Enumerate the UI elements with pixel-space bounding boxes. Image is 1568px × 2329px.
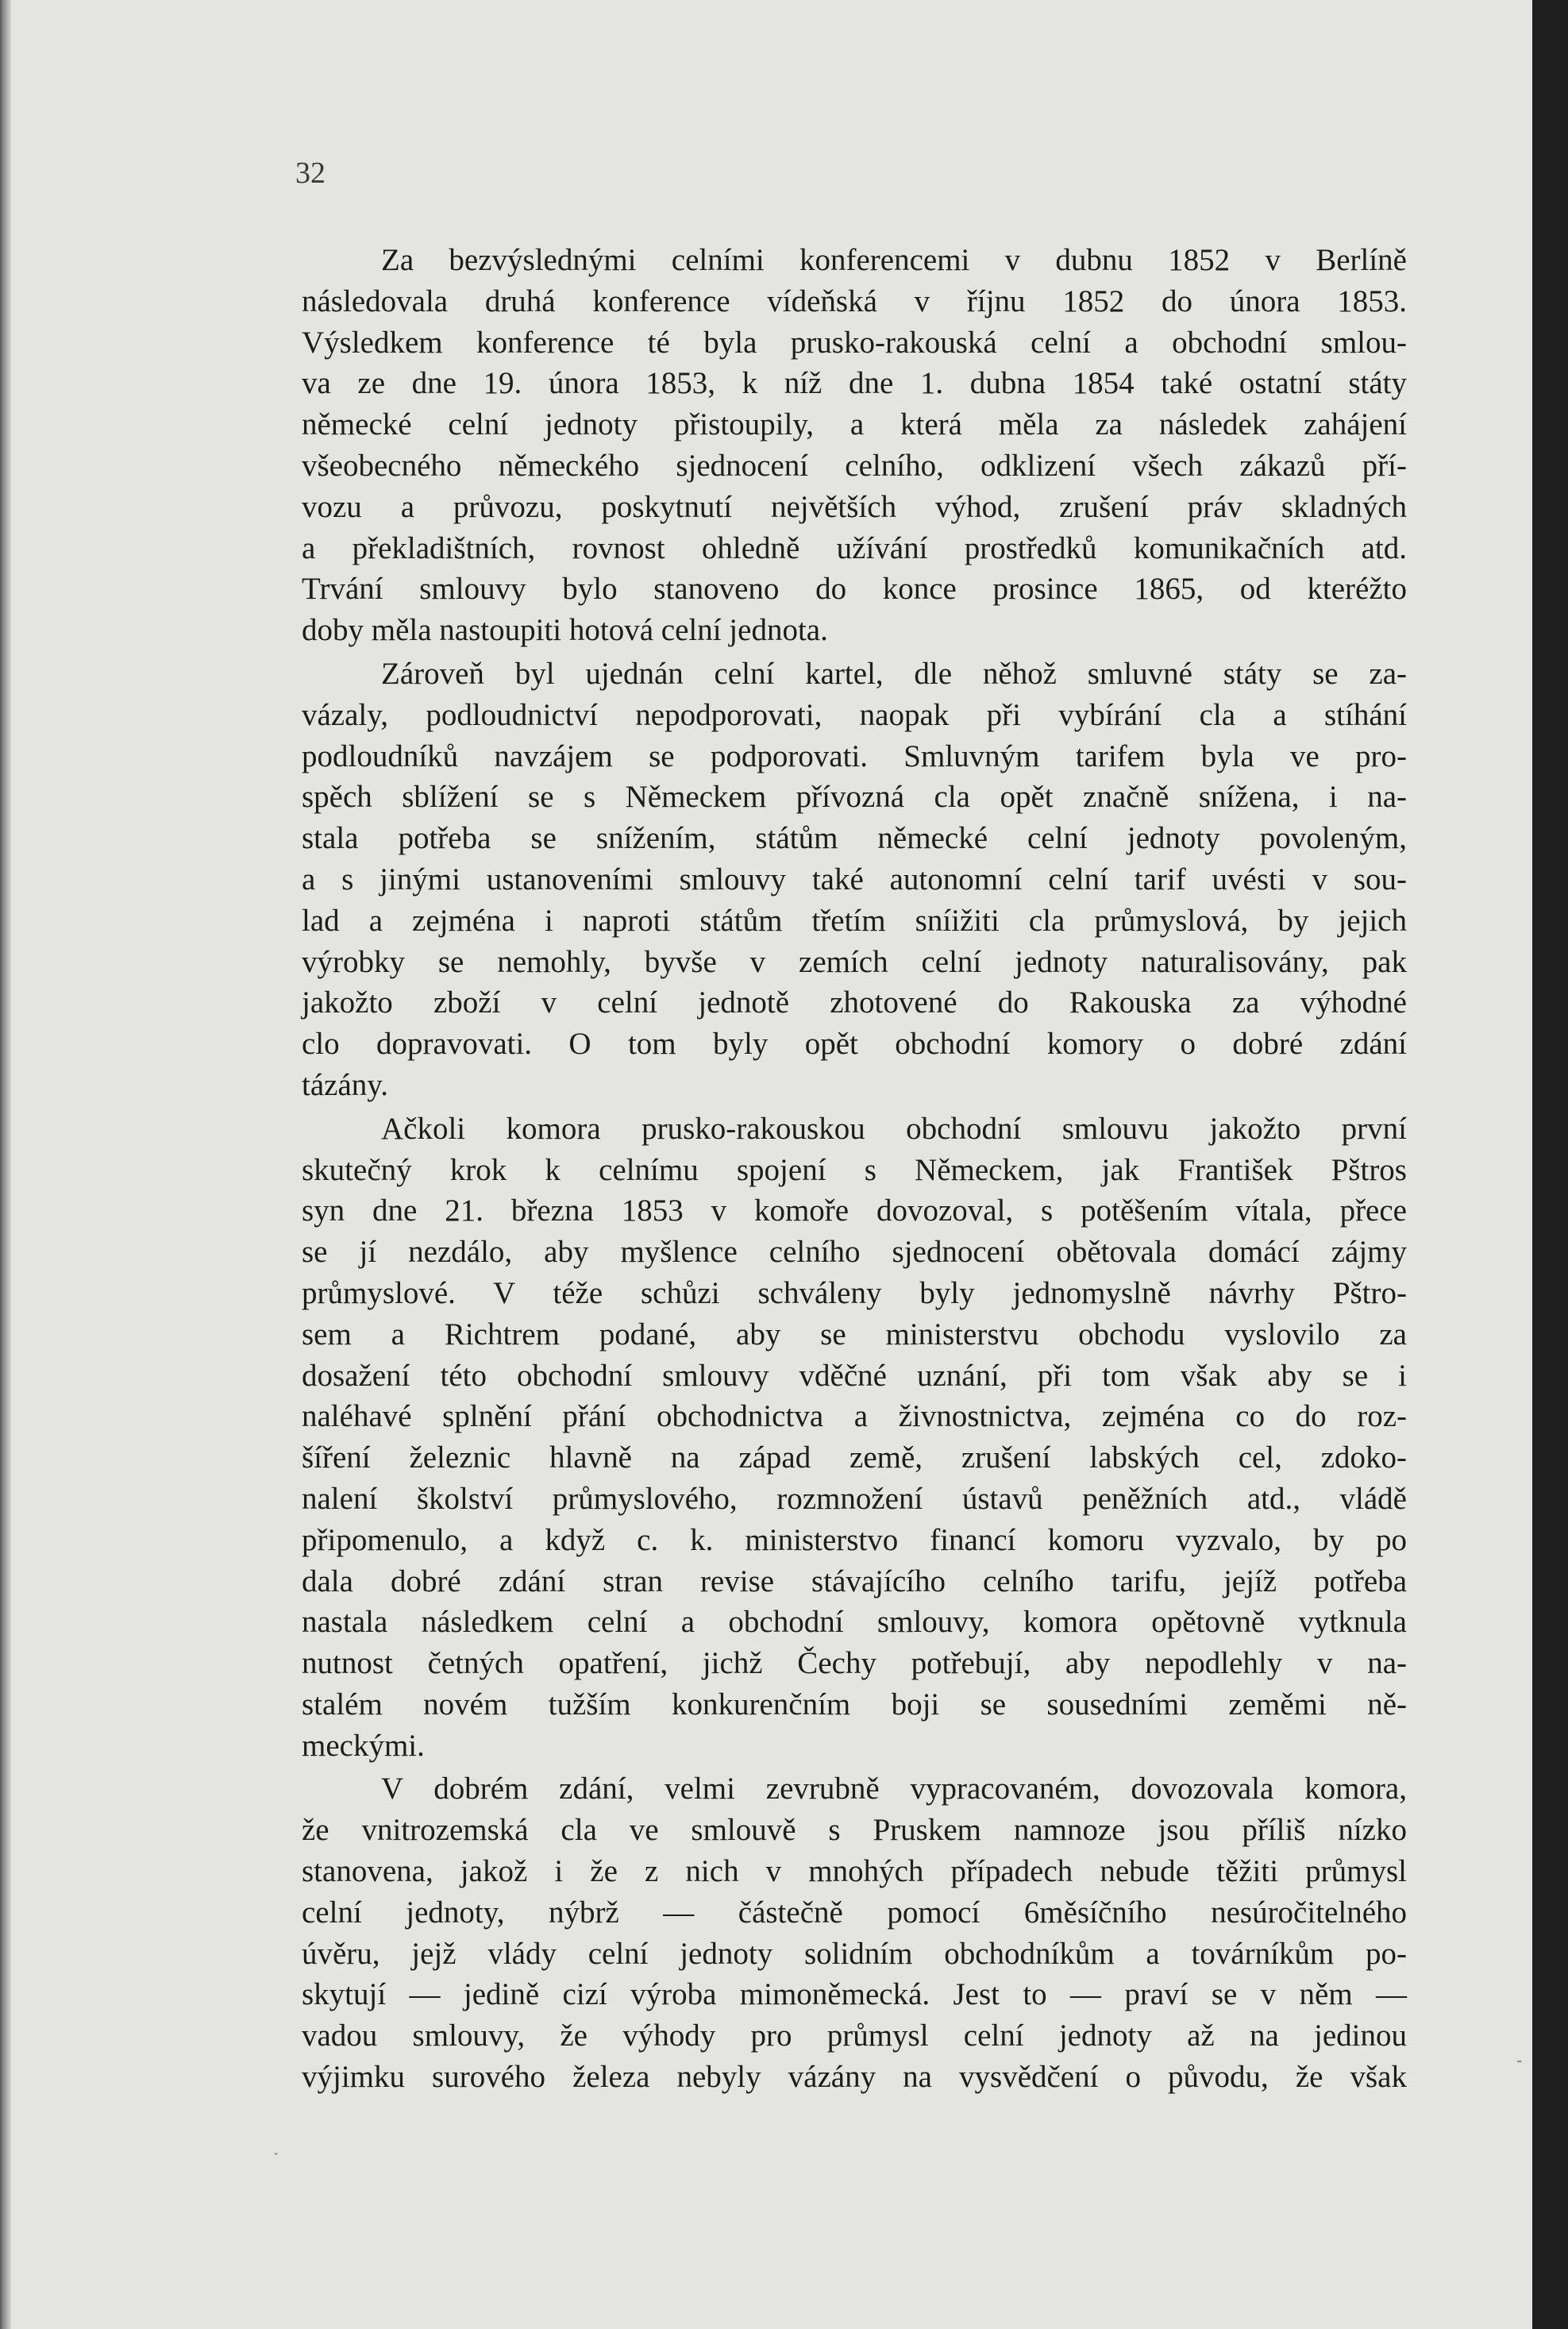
- text-line: že vnitrozemská cla ve smlouvě s Pruskem namnoze jsou příliš nízko: [302, 1813, 1407, 1848]
- text-line: va ze dne 19. února 1853, k níž dne 1. dubna 1854 také ostatní státy: [302, 366, 1407, 401]
- text-line: úvěru, jejž vlády celní jednoty solidním obchodníkům a továrníkům po-: [302, 1936, 1407, 1971]
- text-line: Zároveň byl ujednán celní kartel, dle něhož smluvné státy se za-: [381, 656, 1407, 691]
- paragraph-3: [302, 1109, 1407, 1767]
- scan-speck: -: [1516, 2050, 1523, 2070]
- text-line: stanovena, jakož i že z nich v mnohých případech nebude těžiti průmysl: [302, 1854, 1407, 1889]
- paragraph-4: [302, 1768, 1407, 2097]
- paragraph-1: [302, 240, 1407, 651]
- text-line: podloudníků navzájem se podporovati. Smluvným tarifem byla ve pro-: [302, 738, 1407, 773]
- text-line: výrobky se nemohly, byvše v zemích celní jednoty naturalisovány, pak: [302, 944, 1407, 979]
- text-line: stalém novém tužším konkurenčním boji se sousedními zeměmi ně-: [302, 1687, 1407, 1722]
- text-line: clo dopravovati. O tom byly opět obchodní komory o dobré zdání: [302, 1027, 1407, 1062]
- text-line: Trvání smlouvy bylo stanoveno do konce prosince 1865, od kteréžto: [302, 572, 1407, 607]
- text-line: lad a zejména i naproti státům třetím sníižiti cla průmyslová, by jejich: [302, 903, 1407, 938]
- text-line: vadou smlouvy, že výhody pro průmysl celní jednoty až na jedinou: [302, 2019, 1407, 2053]
- text-line: Ačkoli komora prusko-rakouskou obchodní smlouvu jakožto první: [381, 1111, 1407, 1146]
- body-text: [302, 240, 1407, 2098]
- text-line: dala dobré zdání stran revise stávajícího celního tarifu, jejíž potřeba: [302, 1564, 1407, 1598]
- text-line: celní jednoty, nýbrž — částečně pomocí 6měsíčního nesúročitelného: [302, 1895, 1407, 1930]
- text-line: meckými.: [302, 1728, 425, 1763]
- text-line: a překladištních, rovnost ohledně užívání prostředků komunikačních atd.: [302, 530, 1407, 565]
- scan-speck: ˯: [273, 2136, 279, 2156]
- text-line: průmyslové. V téže schůzi schváleny byly jednomyslně návrhy Pštro-: [302, 1275, 1407, 1310]
- text-line: nutnost četných opatření, jichž Čechy potřebují, aby nepodlehly v na-: [302, 1646, 1407, 1681]
- text-line: německé celní jednoty přistoupily, a která měla za následek zahájení: [302, 407, 1407, 442]
- text-line: Za bezvýslednými celními konferencemi v dubnu 1852 v Berlíně: [381, 243, 1407, 277]
- text-line: všeobecného německého sjednocení celního, odklizení všech zákazů pří-: [302, 448, 1407, 483]
- text-line: vázaly, podloudnictví nepodporovati, naopak při vybírání cla a stíhání: [302, 697, 1407, 732]
- text-line: spěch sblížení se s Německem přívozná cla opět značně snížena, i na-: [302, 780, 1407, 815]
- text-line: a s jinými ustanoveními smlouvy také autonomní celní tarif uvésti v sou-: [302, 862, 1407, 897]
- scan-border: [1532, 0, 1568, 2329]
- scan-edge: [0, 0, 11, 2329]
- text-line: šíření železnic hlavně na západ země, zrušení labských cel, zdoko-: [302, 1440, 1407, 1475]
- text-line: Výsledkem konference té byla prusko-rakouská celní a obchodní smlou-: [302, 325, 1407, 360]
- text-line: V dobrém zdání, velmi zevrubně vypracovaném, dovozovala komora,: [381, 1772, 1407, 1807]
- text-line: stala potřeba se snížením, státům německé celní jednoty povoleným,: [302, 821, 1407, 856]
- text-line: nastala následkem celní a obchodní smlouvy, komora opětovně vytknula: [302, 1605, 1407, 1640]
- text-line: výjimku surového železa nebyly vázány na vysvědčení o původu, že však: [302, 2060, 1407, 2095]
- text-line: skytují — jedině cizí výroba mimoněmecká. Jest to — praví se v něm —: [302, 1977, 1407, 2012]
- text-line: dosažení této obchodní smlouvy vděčné uznání, při tom však aby se i: [302, 1358, 1407, 1393]
- text-line: doby měla nastoupiti hotová celní jednota.: [302, 613, 828, 648]
- text-line: sem a Richtrem podané, aby se ministerstvu obchodu vyslovilo za: [302, 1317, 1407, 1352]
- text-line: tázány.: [302, 1067, 388, 1102]
- text-line: připomenulo, a když c. k. ministerstvo financí komoru vyzvalo, by po: [302, 1522, 1407, 1557]
- text-line: se jí nezdálo, aby myšlence celního sjednocení obětovala domácí zájmy: [302, 1235, 1407, 1270]
- paragraph-2: [302, 654, 1407, 1106]
- text-line: následovala druhá konference vídeňská v říjnu 1852 do února 1853.: [302, 283, 1407, 318]
- text-line: syn dne 21. března 1853 v komoře dovozoval, s potěšením vítala, přece: [302, 1193, 1407, 1228]
- text-line: jakožto zboží v celní jednotě zhotovené do Rakouska za výhodné: [302, 985, 1407, 1020]
- text-line: skutečný krok k celnímu spojení s Německem, jak František Pštros: [302, 1152, 1407, 1187]
- page-number: 32: [295, 156, 326, 190]
- text-line: nalení školství průmyslového, rozmnožení ústavů peněžních atd., vládě: [302, 1481, 1407, 1516]
- text-line: vozu a průvozu, poskytnutí největších výhod, zrušení práv skladných: [302, 489, 1407, 524]
- text-line: naléhavé splnění přání obchodnictva a živnostnictva, zejména co do roz-: [302, 1399, 1407, 1434]
